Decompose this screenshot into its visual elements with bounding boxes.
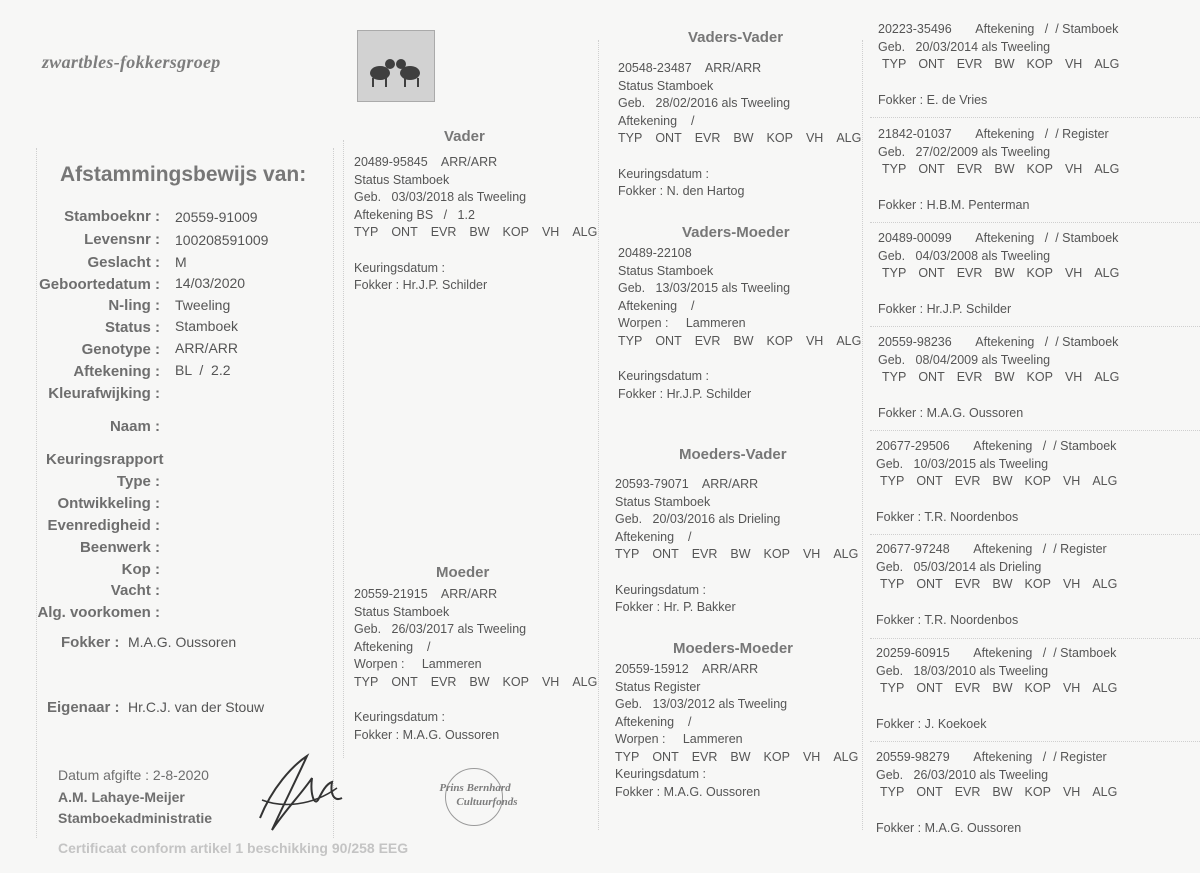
trait-ont: ONT	[391, 674, 418, 689]
trait-typ: TYP	[882, 370, 907, 384]
trait-typ: TYP	[354, 674, 379, 689]
keuring-type-label: Type :	[0, 473, 160, 490]
trait-ont: ONT	[916, 577, 943, 591]
trait-kop: KOP	[1024, 577, 1051, 591]
vaders-vader-aftekening: Aftekening /	[618, 113, 695, 128]
divider	[870, 117, 1200, 118]
gg-geb: Geb. 05/03/2014 als Drieling	[876, 559, 1042, 574]
spacer	[876, 594, 1194, 612]
gg-traits	[876, 576, 1194, 594]
divider	[870, 326, 1200, 327]
status-label: Status :	[0, 319, 160, 336]
greatgrandparent-card	[878, 230, 1196, 318]
aftekening-value: BL / 2.2	[175, 362, 231, 378]
trait-bw: BW	[994, 57, 1015, 71]
gg-fokker: Fokker : T.R. Noordenbos	[876, 509, 1019, 524]
trait-bw: BW	[992, 474, 1013, 488]
moeders-vader-title: Moeders-Vader	[679, 446, 787, 463]
spacer	[876, 491, 1194, 509]
gg-geb: Geb. 04/03/2008 als Tweeling	[878, 248, 1051, 263]
trait-alg: ALG	[1094, 266, 1120, 280]
trait-bw: BW	[469, 674, 490, 689]
trait-bw: BW	[469, 225, 490, 239]
trait-typ: TYP	[615, 749, 640, 764]
gg-geb: Geb. 20/03/2014 als Tweeling	[878, 39, 1051, 54]
spacer	[878, 283, 1196, 301]
greatgrandparents-divider	[862, 40, 863, 830]
trait-evr: EVR	[691, 749, 718, 764]
trait-ont: ONT	[655, 131, 682, 145]
moeders-vader-status: Status Stamboek	[615, 494, 711, 509]
vaders-moeder-geb: Geb. 13/03/2015 als Tweeling	[618, 281, 791, 295]
trait-vh: VH	[1062, 785, 1081, 799]
vaders-moeder-aftekening: Aftekening /	[618, 298, 695, 313]
vaders-vader-geb: Geb. 28/02/2016 als Tweeling	[618, 96, 791, 110]
trait-evr: EVR	[954, 474, 981, 488]
naam-label: Naam :	[0, 418, 160, 435]
trait-ont: ONT	[391, 225, 418, 239]
keuring-vacht-label: Vacht :	[0, 582, 160, 599]
trait-kop: KOP	[1024, 474, 1051, 488]
signer-role: Stamboekadministratie	[58, 810, 213, 826]
moeder-geb: Geb. 26/03/2017 als Tweeling	[354, 622, 527, 636]
vader-aftekening: Aftekening BS / 1.2	[354, 207, 475, 222]
vaders-moeder-id: 20489-22108	[618, 246, 692, 260]
trait-vh: VH	[1064, 266, 1083, 280]
moeders-moeder-aftekening: Aftekening /	[615, 714, 692, 729]
greatgrandparent-card	[878, 334, 1196, 422]
gg-id: 20259-60915 Aftekening / / Stamboek	[876, 646, 1117, 660]
gg-id: 20489-00099 Aftekening / / Stamboek	[878, 231, 1119, 245]
gg-traits	[876, 473, 1194, 491]
trait-bw: BW	[994, 370, 1015, 384]
signature-icon	[252, 748, 352, 840]
trait-vh: VH	[805, 131, 824, 145]
spacer	[618, 148, 858, 166]
greatgrandparent-card	[876, 749, 1194, 837]
gg-traits	[878, 161, 1196, 179]
gg-id: 20559-98279 Aftekening / / Register	[876, 750, 1107, 764]
trait-evr: EVR	[430, 674, 457, 689]
trait-evr: EVR	[956, 266, 983, 280]
trait-vh: VH	[1062, 681, 1081, 695]
vaders-vader-id: 20548-23487 ARR/ARR	[618, 61, 762, 75]
trait-bw: BW	[992, 785, 1013, 799]
moeders-vader-geb: Geb. 20/03/2016 als Drieling	[615, 512, 781, 526]
trait-evr: EVR	[956, 370, 983, 384]
vaders-vader-traits	[618, 130, 862, 148]
trait-ont: ONT	[652, 547, 679, 561]
signer-name: A.M. Lahaye-Meijer	[58, 789, 185, 805]
vaders-moeder-worpen: Worpen : Lammeren	[618, 316, 746, 330]
trait-ont: ONT	[916, 474, 943, 488]
moeders-vader-traits	[615, 546, 859, 564]
vaders-moeder-fokker: Fokker : Hr.J.P. Schilder	[618, 386, 752, 401]
trait-alg: ALG	[833, 749, 859, 764]
vader-status: Status Stamboek	[354, 172, 450, 187]
page-title: Afstammingsbewijs van:	[60, 163, 307, 186]
moeder-title: Moeder	[436, 564, 490, 581]
moeders-vader-aftekening: Aftekening /	[615, 529, 692, 544]
status-value: Stamboek	[175, 318, 239, 334]
trait-evr: EVR	[694, 333, 721, 348]
prins-bernhard-seal	[410, 772, 540, 812]
trait-vh: VH	[1062, 577, 1081, 591]
trait-ont: ONT	[916, 681, 943, 695]
gg-geb: Geb. 18/03/2010 als Tweeling	[876, 663, 1049, 678]
keuring-evenredigheid-label: Evenredigheid :	[0, 517, 160, 534]
trait-typ: TYP	[880, 681, 905, 695]
gg-fokker: Fokker : T.R. Noordenbos	[876, 612, 1019, 627]
trait-bw: BW	[733, 131, 754, 145]
greatgrandparent-card	[876, 438, 1194, 526]
kleurafwijking-label: Kleurafwijking :	[0, 385, 160, 402]
divider	[870, 534, 1200, 535]
trait-typ: TYP	[618, 131, 643, 145]
geslacht-label: Geslacht :	[0, 254, 160, 271]
trait-ont: ONT	[918, 162, 945, 176]
trait-ont: ONT	[916, 785, 943, 799]
gg-traits	[878, 369, 1196, 387]
geslacht-value: M	[175, 254, 187, 270]
trait-bw: BW	[730, 547, 751, 561]
trait-alg: ALG	[1094, 370, 1120, 384]
gg-traits	[876, 680, 1194, 698]
sheep-logo	[357, 30, 435, 102]
spacer	[876, 802, 1194, 820]
trait-typ: TYP	[880, 474, 905, 488]
moeders-vader-id: 20593-79071 ARR/ARR	[615, 477, 759, 491]
moeder-aftekening: Aftekening /	[354, 639, 431, 654]
levensnr-value: 100208591009	[175, 232, 269, 248]
datum-afgifte: Datum afgifte : 2-8-2020	[58, 767, 209, 783]
fokker-value: M.A.G. Oussoren	[128, 634, 237, 650]
moeders-moeder-geb: Geb. 13/03/2012 als Tweeling	[615, 697, 788, 711]
trait-kop: KOP	[766, 333, 793, 348]
trait-bw: BW	[730, 749, 751, 764]
keuring-alg-voorkomen-label: Alg. voorkomen :	[0, 604, 160, 621]
moeder-id: 20559-21915 ARR/ARR	[354, 587, 498, 601]
gg-fokker: Fokker : J. Koekoek	[876, 716, 987, 731]
gg-geb: Geb. 27/02/2009 als Tweeling	[878, 144, 1051, 159]
gg-geb: Geb. 10/03/2015 als Tweeling	[876, 456, 1049, 471]
gg-id: 21842-01037 Aftekening / / Register	[878, 127, 1109, 141]
greatgrandparent-card	[876, 541, 1194, 629]
vader-traits	[354, 224, 598, 242]
vader-id: 20489-95845 ARR/ARR	[354, 155, 498, 169]
spacer	[878, 387, 1196, 405]
trait-bw: BW	[733, 333, 754, 348]
parents-divider	[343, 140, 344, 758]
trait-evr: EVR	[954, 785, 981, 799]
divider	[870, 222, 1200, 223]
trait-vh: VH	[802, 547, 821, 561]
trait-kop: KOP	[766, 131, 793, 145]
trait-ont: ONT	[655, 333, 682, 348]
moeder-fokker: Fokker : M.A.G. Oussoren	[354, 727, 500, 742]
moeders-moeder-worpen: Worpen : Lammeren	[615, 732, 743, 746]
gg-fokker: Fokker : Hr.J.P. Schilder	[878, 301, 1012, 316]
trait-vh: VH	[1064, 162, 1083, 176]
gg-id: 20677-97248 Aftekening / / Register	[876, 542, 1107, 556]
trait-vh: VH	[1064, 57, 1083, 71]
trait-typ: TYP	[354, 225, 379, 239]
trait-alg: ALG	[1092, 474, 1118, 488]
vaders-moeder-traits	[618, 333, 862, 351]
trait-kop: KOP	[502, 225, 529, 239]
trait-kop: KOP	[763, 749, 790, 764]
trait-typ: TYP	[882, 57, 907, 71]
trait-kop: KOP	[502, 674, 529, 689]
trait-alg: ALG	[1094, 57, 1120, 71]
gg-fokker: Fokker : H.B.M. Penterman	[878, 197, 1030, 212]
spacer	[354, 242, 594, 260]
eigenaar-label: Eigenaar :	[47, 699, 120, 716]
greatgrandparent-card	[878, 21, 1196, 109]
genotype-value: ARR/ARR	[175, 340, 239, 356]
spacer	[876, 698, 1194, 716]
trait-alg: ALG	[1092, 785, 1118, 799]
keuring-ontwikkeling-label: Ontwikkeling :	[0, 495, 160, 512]
vaders-moeder-title: Vaders-Moeder	[682, 224, 790, 241]
divider	[870, 638, 1200, 639]
greatgrandparent-card	[876, 645, 1194, 733]
vader-keuring: Keuringsdatum :	[354, 260, 446, 275]
moeders-moeder-traits	[615, 749, 860, 767]
spacer	[354, 691, 594, 709]
trait-typ: TYP	[880, 577, 905, 591]
trait-kop: KOP	[1026, 57, 1053, 71]
vader-geb: Geb. 03/03/2018 als Tweeling	[354, 190, 527, 204]
trait-kop: KOP	[1026, 162, 1053, 176]
moeder-status: Status Stamboek	[354, 604, 450, 619]
moeders-moeder-title: Moeders-Moeder	[673, 640, 794, 657]
trait-typ: TYP	[615, 547, 640, 561]
trait-ont: ONT	[918, 370, 945, 384]
gg-id: 20559-98236 Aftekening / / Stamboek	[878, 335, 1119, 349]
gg-fokker: Fokker : M.A.G. Oussoren	[876, 820, 1022, 835]
geboortedatum-value: 14/03/2020	[175, 275, 246, 291]
aftekening-label: Aftekening :	[0, 363, 160, 380]
vader-fokker: Fokker : Hr.J.P. Schilder	[354, 278, 488, 292]
vader-title: Vader	[444, 128, 485, 145]
moeders-moeder-keuring: Keuringsdatum :	[615, 767, 707, 781]
left-panel	[36, 148, 334, 838]
moeder-traits	[354, 674, 598, 692]
trait-kop: KOP	[1026, 266, 1053, 280]
trait-typ: TYP	[618, 333, 643, 348]
keuring-kop-label: Kop :	[0, 561, 160, 578]
trait-alg: ALG	[836, 131, 862, 145]
trait-evr: EVR	[691, 547, 718, 561]
trait-alg: ALG	[572, 674, 598, 689]
moeders-moeder-id: 20559-15912 ARR/ARR	[615, 662, 759, 676]
trait-vh: VH	[541, 674, 560, 689]
trait-alg: ALG	[833, 547, 859, 561]
nling-label: N-ling :	[0, 297, 160, 314]
keuringsrapport-heading: Keuringsrapport	[46, 451, 164, 468]
trait-kop: KOP	[1024, 785, 1051, 799]
eigenaar-value: Hr.C.J. van der Stouw	[128, 699, 265, 715]
trait-vh: VH	[1062, 474, 1081, 488]
certificate-text: Certificaat conform artikel 1 beschikking 90/258 EEG	[58, 840, 409, 856]
nling-value: Tweeling	[175, 297, 231, 313]
moeders-moeder-status: Status Register	[615, 679, 701, 694]
vaders-vader-keuring: Keuringsdatum :	[618, 166, 710, 181]
trait-evr: EVR	[954, 577, 981, 591]
gg-geb: Geb. 26/03/2010 als Tweeling	[876, 767, 1049, 782]
moeders-vader-fokker: Fokker : Hr. P. Bakker	[615, 600, 736, 614]
trait-vh: VH	[541, 225, 560, 239]
trait-alg: ALG	[836, 333, 862, 348]
greatgrandparent-card	[878, 126, 1196, 214]
vaders-vader-status: Status Stamboek	[618, 78, 714, 93]
gg-fokker: Fokker : M.A.G. Oussoren	[878, 405, 1024, 420]
trait-evr: EVR	[694, 131, 721, 145]
vaders-moeder-status: Status Stamboek	[618, 263, 714, 278]
gg-id: 20677-29506 Aftekening / / Stamboek	[876, 439, 1117, 453]
trait-typ: TYP	[882, 266, 907, 280]
trait-alg: ALG	[1092, 681, 1118, 695]
fokker-label: Fokker :	[61, 634, 120, 651]
trait-vh: VH	[802, 749, 821, 764]
trait-vh: VH	[805, 333, 824, 348]
trait-bw: BW	[992, 681, 1013, 695]
stamboeknr-value: 20559-91009	[175, 209, 258, 225]
trait-alg: ALG	[1094, 162, 1120, 176]
brand-name: zwartbles-fokkersgroep	[42, 52, 221, 72]
trait-bw: BW	[994, 162, 1015, 176]
moeders-moeder-fokker: Fokker : M.A.G. Oussoren	[615, 784, 761, 799]
levensnr-label: Levensnr :	[0, 231, 160, 248]
geboortedatum-label: Geboortedatum :	[0, 276, 160, 293]
divider	[870, 430, 1200, 431]
vaders-vader-fokker: Fokker : N. den Hartog	[618, 184, 745, 198]
gg-fokker: Fokker : E. de Vries	[878, 92, 988, 107]
gg-geb: Geb. 08/04/2009 als Tweeling	[878, 352, 1051, 367]
trait-ont: ONT	[918, 57, 945, 71]
trait-alg: ALG	[572, 225, 598, 239]
stamboeknr-label: Stamboeknr :	[0, 208, 160, 225]
trait-typ: TYP	[880, 785, 905, 799]
moeder-worpen: Worpen : Lammeren	[354, 657, 482, 671]
trait-kop: KOP	[763, 547, 790, 561]
gg-traits	[878, 265, 1196, 283]
trait-evr: EVR	[430, 225, 457, 239]
grandparents-divider	[598, 40, 599, 830]
trait-evr: EVR	[956, 57, 983, 71]
trait-alg: ALG	[1092, 577, 1118, 591]
gg-traits	[878, 56, 1196, 74]
trait-ont: ONT	[918, 266, 945, 280]
spacer	[878, 74, 1196, 92]
seal-line-1: Prins Bernhard	[439, 782, 511, 794]
trait-typ: TYP	[882, 162, 907, 176]
moeder-keuring: Keuringsdatum :	[354, 710, 446, 724]
spacer	[878, 179, 1196, 197]
trait-bw: BW	[992, 577, 1013, 591]
trait-evr: EVR	[956, 162, 983, 176]
trait-evr: EVR	[954, 681, 981, 695]
genotype-label: Genotype :	[0, 341, 160, 358]
divider	[870, 741, 1200, 742]
sheep-logo-icon	[358, 31, 434, 101]
keuring-beenwerk-label: Beenwerk :	[0, 539, 160, 556]
vaders-vader-title: Vaders-Vader	[688, 29, 784, 46]
trait-ont: ONT	[652, 749, 679, 764]
vaders-moeder-keuring: Keuringsdatum :	[618, 369, 710, 383]
trait-kop: KOP	[1026, 370, 1053, 384]
gg-traits	[876, 784, 1194, 802]
moeders-vader-keuring: Keuringsdatum :	[615, 582, 707, 597]
trait-bw: BW	[994, 266, 1015, 280]
gg-id: 20223-35496 Aftekening / / Stamboek	[878, 22, 1119, 36]
trait-kop: KOP	[1024, 681, 1051, 695]
spacer	[615, 564, 855, 582]
spacer	[618, 350, 858, 368]
seal-line-2: Cultuurfonds	[456, 796, 518, 808]
trait-vh: VH	[1064, 370, 1083, 384]
